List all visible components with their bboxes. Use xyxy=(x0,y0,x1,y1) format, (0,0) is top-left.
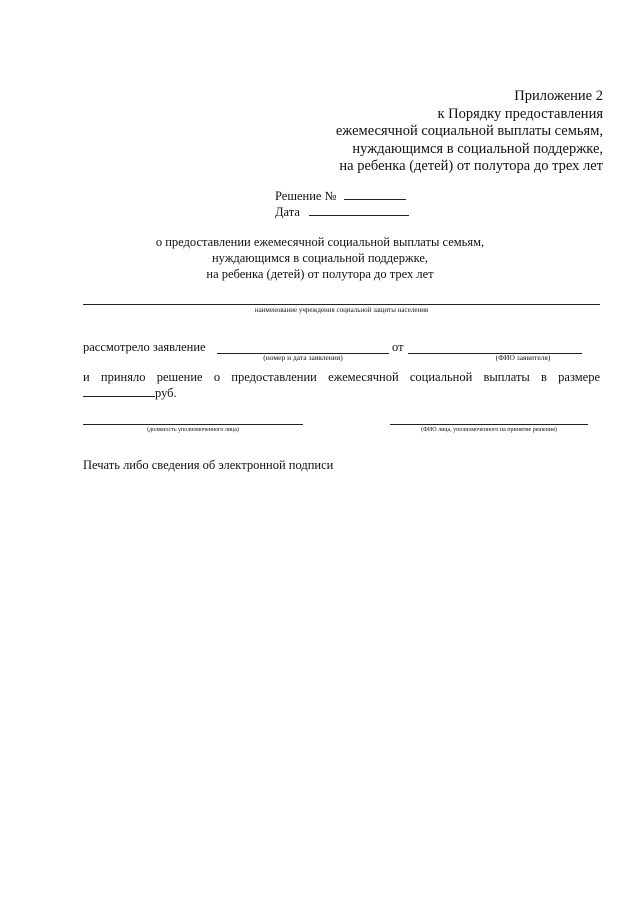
decision-subject xyxy=(0,234,640,282)
name-caption: (ФИО лица, уполномоченного на принятие решения) xyxy=(421,427,557,433)
decision-number-blank xyxy=(344,189,406,200)
decision-date-row xyxy=(275,204,409,220)
acceptance-amount-row xyxy=(83,385,177,401)
position-signature-line xyxy=(83,424,303,425)
subject-line: о предоставлении ежемесячной социальной выплаты семьям, xyxy=(155,235,485,249)
subject-line: нуждающимся в социальной поддержке, xyxy=(211,251,429,265)
review-row xyxy=(83,340,600,364)
decision-number-label: Решение № xyxy=(275,189,337,203)
appendix-line: нуждающимся в социальной поддержке, xyxy=(352,140,603,157)
institution-name-line xyxy=(83,304,600,305)
currency-label: руб. xyxy=(155,386,177,400)
institution-name-caption: наименование учреждения социальной защиты населения xyxy=(254,306,429,314)
acceptance-text: и приняло решение о предоставлении ежемесячной социальной выплаты в размере xyxy=(83,370,600,384)
amount-blank-line xyxy=(83,386,155,397)
application-caption: (номер и дата заявления) xyxy=(263,353,343,362)
position-caption: (должность уполномоченного лица) xyxy=(147,427,239,433)
decision-number-row xyxy=(275,188,409,204)
appendix-line: на ребенка (детей) от полутора до трех лет xyxy=(339,158,603,175)
decision-header xyxy=(275,188,409,220)
applicant-caption: (ФИО заявителя) xyxy=(495,353,551,362)
decision-date-blank xyxy=(309,205,409,216)
appendix-line: Приложение 2 xyxy=(514,88,603,104)
seal-note: Печать либо сведения об электронной подписи xyxy=(83,458,334,472)
from-label: от xyxy=(392,340,404,354)
review-label: рассмотрело заявление xyxy=(83,340,206,354)
appendix-header xyxy=(336,88,603,176)
subject-line: на ребенка (детей) от полутора до трех лет xyxy=(206,267,434,281)
name-signature-line xyxy=(390,424,588,425)
appendix-line: к Порядку предоставления xyxy=(437,105,603,122)
appendix-line: ежемесячной социальной выплаты семьям, xyxy=(335,123,603,140)
decision-date-label: Дата xyxy=(275,205,300,219)
